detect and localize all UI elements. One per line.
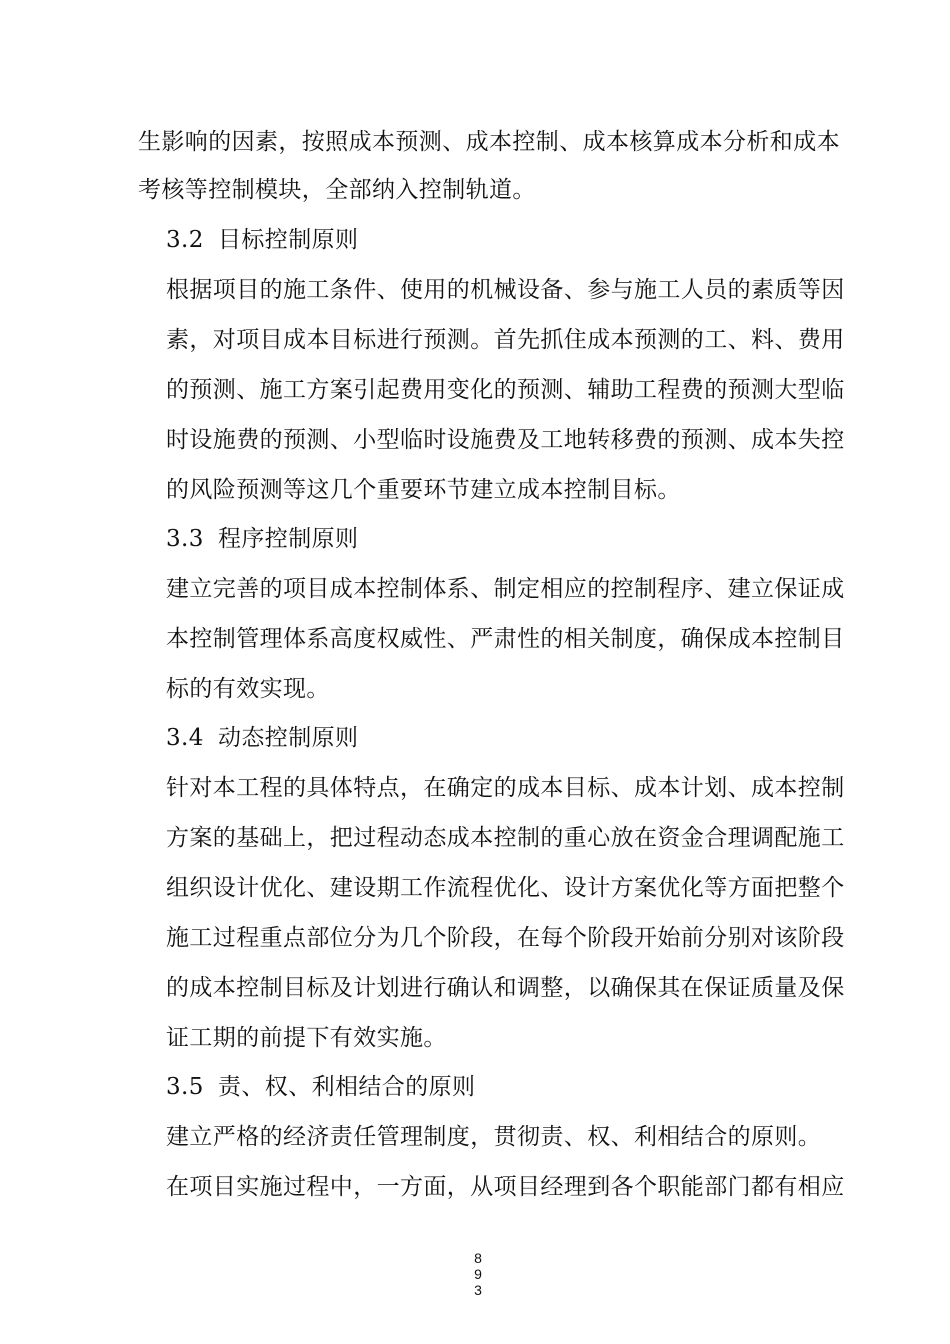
section-heading-3-3 (166, 524, 358, 554)
body-text-line: 本控制管理体系高度权威性、严肃性的相关制度，确保成本控制目 (166, 626, 845, 652)
section-number: 3.4 (166, 725, 204, 751)
body-text-line: 考核等控制模块，全部纳入控制轨道。 (138, 177, 536, 203)
section-title: 目标控制原则 (218, 227, 359, 253)
page-number-digit: 3 (474, 1282, 482, 1298)
section-number: 3.5 (166, 1074, 204, 1100)
body-text-line: 证工期的前提下有效实施。 (166, 1025, 447, 1051)
section-heading-3-4 (166, 723, 358, 753)
body-text-line: 方案的基础上，把过程动态成本控制的重心放在资金合理调配施工 (166, 825, 845, 851)
body-text-line: 根据项目的施工条件、使用的机械设备、参与施工人员的素质等因 (166, 277, 845, 303)
section-title: 动态控制原则 (218, 725, 359, 751)
section-number: 3.3 (166, 526, 204, 552)
body-text-line: 在项目实施过程中，一方面，从项目经理到各个职能部门都有相应 (166, 1174, 845, 1200)
body-text-line: 标的有效实现。 (166, 676, 330, 702)
body-text-line: 时设施费的预测、小型临时设施费及工地转移费的预测、成本失控 (166, 427, 845, 453)
body-text-line: 建立严格的经济责任管理制度，贯彻责、权、利相结合的原则。 (166, 1124, 822, 1150)
body-text-line: 施工过程重点部位分为几个阶段，在每个阶段开始前分别对该阶段 (166, 925, 845, 951)
page-number-digit: 8 (474, 1250, 482, 1266)
body-text-line: 的预测、施工方案引起费用变化的预测、辅助工程费的预测大型临 (166, 377, 845, 403)
body-text-line: 的成本控制目标及计划进行确认和调整，以确保其在保证质量及保 (166, 975, 845, 1001)
body-text-line: 素，对项目成本目标进行预测。首先抓住成本预测的工、料、费用 (166, 327, 845, 353)
body-text-line: 生影响的因素，按照成本预测、成本控制、成本核算成本分析和成本 (138, 129, 840, 155)
section-number: 3.2 (166, 227, 204, 253)
section-title: 程序控制原则 (218, 526, 359, 552)
section-heading-3-2 (166, 225, 358, 255)
body-text-line: 的风险预测等这几个重要环节建立成本控制目标。 (166, 477, 681, 503)
body-text-line: 建立完善的项目成本控制体系、制定相应的控制程序、建立保证成 (166, 576, 845, 602)
section-title: 责、权、利相结合的原则 (218, 1074, 476, 1100)
section-heading-3-5 (166, 1072, 475, 1102)
page-number (468, 1250, 488, 1298)
body-text-line: 针对本工程的具体特点，在确定的成本目标、成本计划、成本控制 (166, 775, 845, 801)
page-number-digit: 9 (474, 1266, 482, 1282)
body-text-line: 组织设计优化、建设期工作流程优化、设计方案优化等方面把整个 (166, 875, 845, 901)
